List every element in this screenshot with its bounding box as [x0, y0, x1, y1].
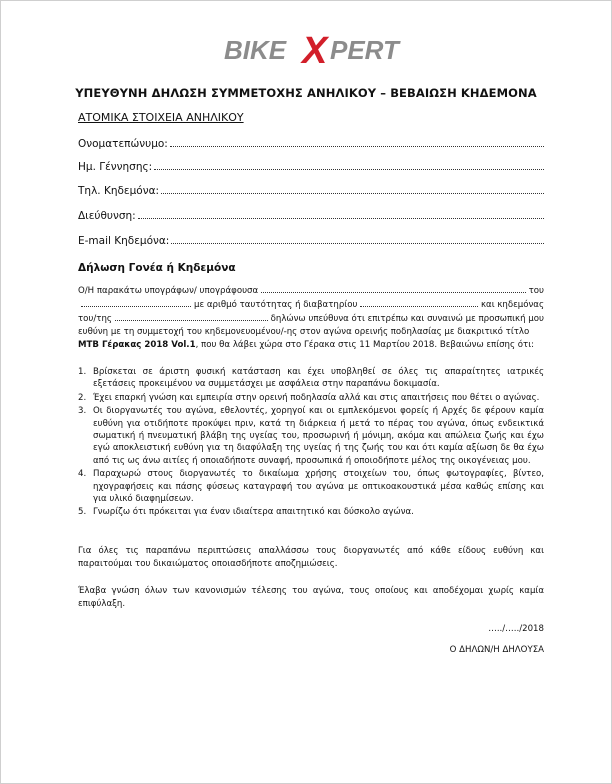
declaration-line-3	[78, 312, 544, 326]
rules-paragraph: Έλαβα γνώση όλων των κανονισμών τέλεσης του αγώνα, τους οποίους και αποδέχομαι χωρίς καμία επιφύλαξη.	[78, 586, 544, 609]
declaration-line-2	[78, 298, 544, 312]
address-line[interactable]	[138, 208, 544, 219]
fullname-line[interactable]	[170, 136, 544, 147]
guardian-email-line[interactable]	[171, 233, 544, 244]
declaration-line1-end: του	[528, 286, 544, 296]
list-item-text: Έχει επαρκή γνώση και εμπειρία στην ορεινή ποδηλασία αλλά και στις απαιτήσεις που θέτει ο αγώνας.	[93, 392, 540, 403]
declaration-line3-start: του/της	[78, 314, 112, 324]
list-item-text: Γνωρίζω ότι πρόκειται για έναν ιδιαίτερα απαιτητικό και δύσκολο αγώνα.	[93, 507, 414, 518]
signature-label: Ο ΔΗΛΩΝ/Η ΔΗΛΟΥΣΑ	[449, 645, 544, 655]
logo-x-text: X	[302, 30, 328, 70]
father-name-line[interactable]	[81, 298, 191, 307]
guardian-declaration-heading: Δήλωση Γονέα ή Κηδεμόνα	[78, 262, 236, 274]
declarant-name-line[interactable]	[261, 284, 525, 293]
minor-name-line[interactable]	[115, 312, 268, 321]
list-item	[78, 392, 544, 404]
birthdate-field[interactable]	[78, 159, 544, 173]
list-item	[78, 405, 544, 467]
section-heading-personal-info: ΑΤΟΜΙΚΑ ΣΤΟΙΧΕΙΑ ΑΝΗΛΙΚΟΥ	[78, 111, 244, 124]
list-item-text: Παραχωρώ στους διοργανωτές το δικαίωμα χρήσης στοιχείων του, όπως φωτογραφίες, βίντεο, ηχογραφήσεις και πάσης φύσεως καταγραφή του αγώνα με οπτικοακουστικά μέσα καθώς επίσης και για υλικό διαφημίσεων.	[93, 469, 544, 505]
list-item-number: 4.	[78, 469, 87, 480]
declaration-line3-end: δηλώνω υπεύθυνα ότι επιτρέπω και συναινώ με προσωπική μου	[270, 314, 544, 324]
waiver-paragraph: Για όλες τις παραπάνω περιπτώσεις απαλλάσσω τους διοργανωτές από κάθε είδους ευθύνη και παραιτούμαι του δικαιώματος οποιασδήποτε αποζημιώσεις.	[78, 546, 544, 569]
address-field[interactable]	[78, 208, 544, 222]
list-item	[78, 468, 544, 505]
document-title: ΥΠΕΥΘΥΝΗ ΔΗΛΩΣΗ ΣΥΜΜΕΤΟΧΗΣ ΑΝΗΛΙΚΟΥ – ΒΕΒΑΙΩΣΗ ΚΗΔΕΜΟΝΑ	[75, 86, 537, 100]
birthdate-label: Ημ. Γέννησης:	[78, 161, 153, 173]
declaration-line-5	[78, 339, 544, 352]
declaration-paragraph	[78, 284, 544, 352]
id-number-line[interactable]	[360, 298, 478, 307]
declaration-line-4: ευθύνη με τη συμμετοχή του κηδεμονευομένου/-ης στον αγώνα ορεινής ποδηλασίας με διακριτικό τίτλο	[78, 327, 530, 337]
declaration-list	[78, 366, 544, 520]
list-item-number: 3.	[78, 406, 87, 417]
date-line[interactable]: …../…../2018	[488, 624, 544, 634]
declaration-line2-mid: με αριθμό ταυτότητας ή διαβατηρίου	[194, 300, 358, 310]
list-item-number: 1.	[78, 367, 87, 377]
guardian-phone-label: Τηλ. Κηδεμόνα:	[78, 185, 160, 197]
declaration-line2-end: και κηδεμόνας	[480, 300, 544, 310]
list-item-text: Οι διοργανωτές του αγώνα, εθελοντές, χορηγοί και οι εμπλεκόμενοι φορείς ή Αρχές δε φέρουν καμία ευθύνη για οτιδήποτε προκύψει πριν, κατά τη διάρκεια ή μετά το πέρας του αγώνα, όπως ενδεικτικά σωματική ή πνευματική βλάβη της υγείας του, προσωρινή ή μόνιμη, ακόμα και απώλεια ζωής και έχω εγώ αποκλειστική ευθύνη για τη διαφύλαξη της υγείας ή της ζωής του και ότι καμία αξίωση δε θα έχω από τις ως άνω αιτίες ή οποιαδήποτε συναφή, προσωπικά ή οποιοδήποτε μέλος της οικογένειας μου.	[93, 406, 544, 466]
address-label: Διεύθυνση:	[78, 210, 136, 222]
event-name: MTB Γέρακας 2018 Vol.1	[78, 340, 196, 350]
guardian-phone-line[interactable]	[161, 183, 544, 194]
list-item-text: Βρίσκεται σε άριστη φυσική κατάσταση και έχει υποβληθεί σε όλες τις απαραίτητες ιατρικές εξετάσεις προκειμένου να συμμετάσχει με ασφάλεια στην παραπάνω δοκιμασία.	[93, 367, 544, 390]
guardian-email-label: E-mail Κηδεμόνα:	[78, 235, 170, 247]
guardian-phone-field[interactable]	[78, 183, 544, 197]
declaration-line-1	[78, 284, 544, 298]
declaration-line5-rest: , που θα λάβει χώρα στο Γέρακα στις 11 Μαρτίου 2018. Βεβαιώνω επίσης ότι:	[195, 340, 535, 350]
logo-bike-text: BIKE	[224, 35, 287, 65]
list-item	[78, 506, 544, 518]
list-item-number: 2.	[78, 392, 87, 403]
birthdate-line[interactable]	[154, 159, 544, 170]
logo-pert-text: PERT	[330, 35, 399, 65]
guardian-email-field[interactable]	[78, 233, 544, 247]
list-item	[78, 366, 544, 391]
fullname-field[interactable]	[78, 136, 544, 150]
declaration-line1-start: Ο/Η παρακάτω υπογράφων/ υπογράφουσα	[78, 286, 259, 296]
list-item-number: 5.	[78, 507, 87, 518]
fullname-label: Ονοματεπώνυμο:	[78, 138, 168, 150]
bikexpert-logo	[218, 26, 408, 70]
